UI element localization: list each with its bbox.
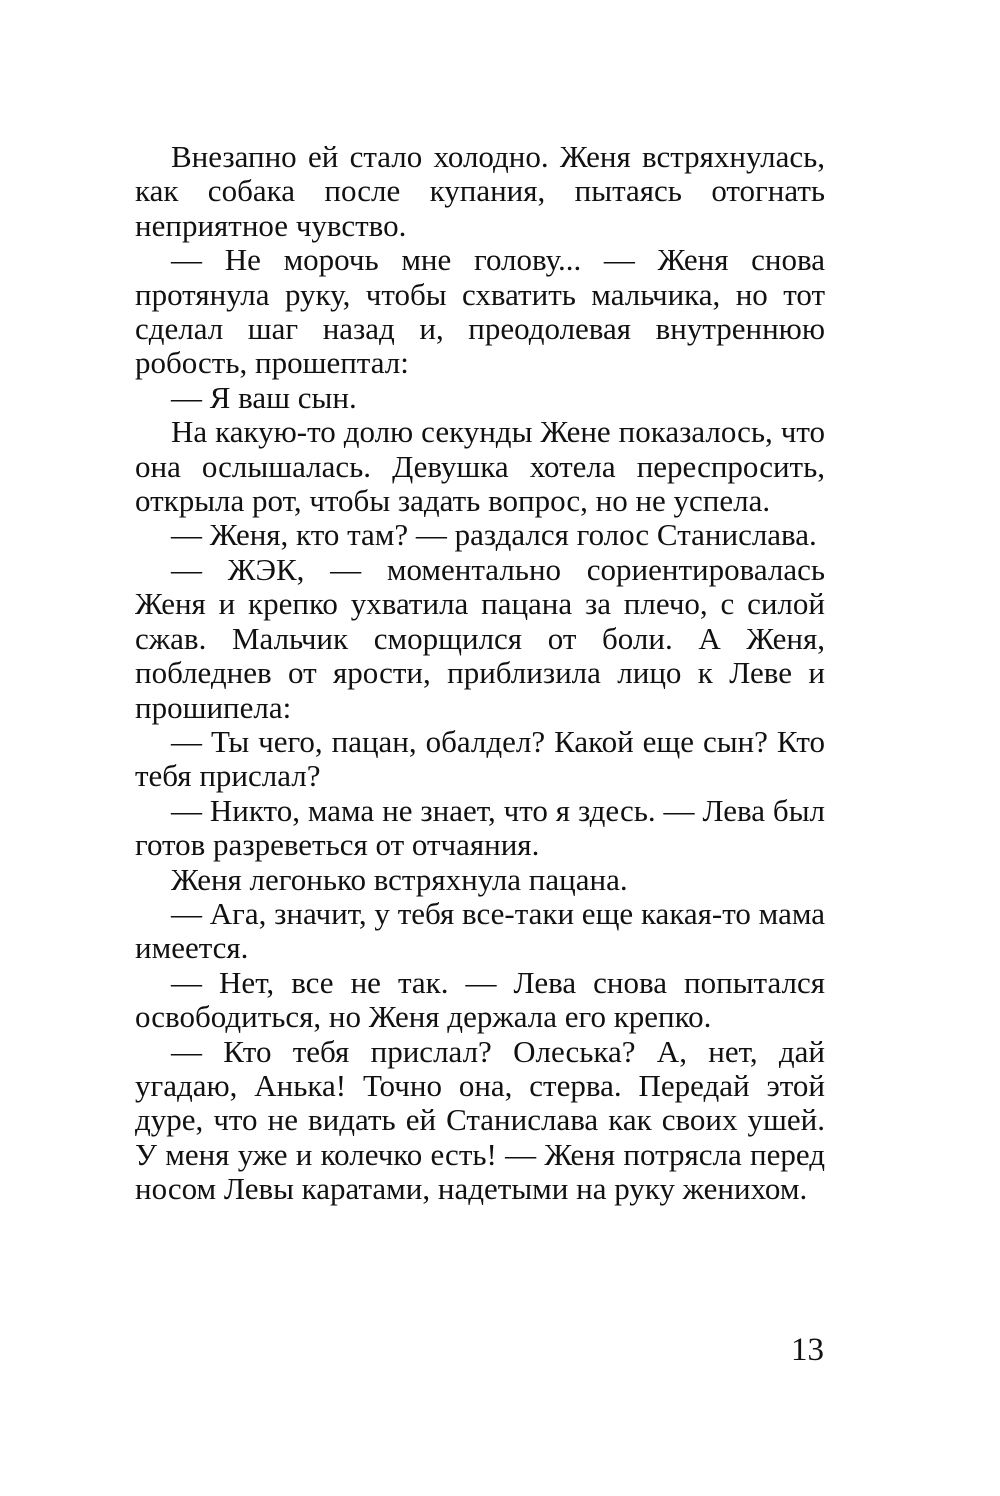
paragraph: — ЖЭК, — моментально сориентировалась Женя и крепко ухватила пацана за плечо, с силой сжав. Мальчик сморщился от боли. А Женя, побледнев от ярости, приблизила лицо к Леве и прошипела: bbox=[135, 551, 825, 725]
paragraph: — Нет, все не так. — Лева снова попытался освободиться, но Женя держала его крепко. bbox=[135, 964, 825, 1035]
paragraph: — Ты чего, пацан, обалдел? Какой еще сын? Кто тебя прислал? bbox=[135, 723, 825, 794]
paragraph: — Никто, мама не знает, что я здесь. — Лева был готов разреветься от отчаяния. bbox=[135, 792, 825, 863]
body-text bbox=[135, 140, 825, 1207]
paragraph: — Ага, значит, у тебя все-таки еще какая-то мама имеется. bbox=[135, 895, 825, 966]
page-number: 13 bbox=[791, 1332, 824, 1368]
paragraph: На какую-то долю секунды Жене показалось, что она ослышалась. Девушка хотела переспросить, открыла рот, чтобы задать вопрос, но не успела. bbox=[135, 414, 825, 519]
paragraph: — Женя, кто там? — раздался голос Станислава. bbox=[171, 517, 817, 553]
paragraph: — Кто тебя прислал? Олеська? А, нет, дай угадаю, Анька! Точно она, стерва. Передай этой дуре, что не видать ей Станислава как своих ушей. У меня уже и колечко есть! — Женя потрясла перед носом Левы каратами, надетыми на руку женихом. bbox=[135, 1033, 825, 1207]
paragraph: Внезапно ей стало холодно. Женя встряхнулась, как собака после купания, пытаясь отогнать неприятное чувство. bbox=[135, 139, 825, 243]
paragraph: Женя легонько встряхнула пацана. bbox=[171, 861, 628, 897]
paragraph: — Я ваш сын. bbox=[171, 379, 357, 415]
paragraph: — Не морочь мне голову... — Женя снова протянула руку, чтобы схватить мальчика, но тот сделал шаг назад и, преодолевая внутреннюю робость, прошептал: bbox=[135, 242, 825, 381]
